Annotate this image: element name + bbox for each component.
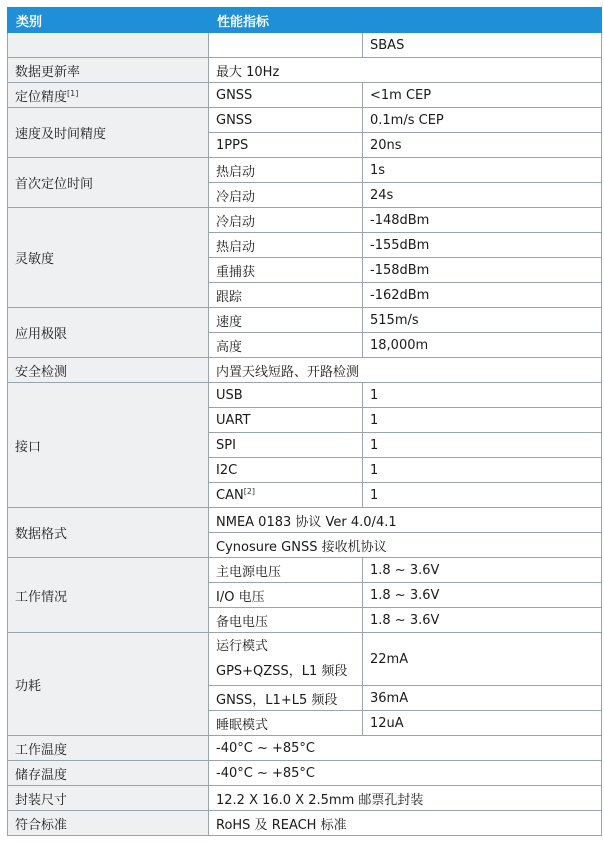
sub-label: GPS+QZSS，L1 频段: [216, 664, 348, 679]
value-cell: 1.8 ~ 3.6V: [363, 558, 602, 583]
category-cell: 工作温度: [8, 736, 209, 761]
value-cell: 515m/s: [363, 308, 602, 333]
value-cell: NMEA 0183 协议 Ver 4.0/4.1: [209, 508, 602, 533]
table-header: [8, 8, 602, 33]
table-row: [8, 736, 602, 761]
sub-label: 运行模式: [216, 639, 269, 654]
sub-cell: USB: [209, 383, 363, 408]
table-row: [8, 208, 602, 233]
sub-cell: 冷启动: [209, 183, 363, 208]
sub-cell: [209, 633, 363, 686]
table-row: [8, 508, 602, 533]
category-cell: 数据格式: [8, 508, 209, 558]
sub-cell: 跟踪: [209, 283, 363, 308]
sub-cell: SPI: [209, 433, 363, 458]
value-cell: 24s: [363, 183, 602, 208]
header-performance: 性能指标: [209, 8, 602, 33]
category-cell: 工作情况: [8, 558, 209, 633]
header-category: 类别: [8, 8, 209, 33]
value-cell: 最大 10Hz: [209, 58, 602, 83]
table-row: [8, 633, 602, 686]
sub-cell: 热启动: [209, 158, 363, 183]
category-cell: [8, 83, 209, 108]
value-cell: RoHS 及 REACH 标准: [209, 811, 602, 836]
category-cell: 符合标准: [8, 811, 209, 836]
table-row: [8, 158, 602, 183]
value-cell: 1: [363, 483, 602, 508]
category-cell: 灵敏度: [8, 208, 209, 308]
category-cell: 功耗: [8, 633, 209, 736]
value-cell: 36mA: [363, 686, 602, 711]
table-row: [8, 383, 602, 408]
sub-cell: 冷启动: [209, 208, 363, 233]
value-cell: -155dBm: [363, 233, 602, 258]
value-cell: 18,000m: [363, 333, 602, 358]
table-row: [8, 108, 602, 133]
category-cell: 应用极限: [8, 308, 209, 358]
category-cell: 安全检测: [8, 358, 209, 383]
footnote-ref: [1]: [67, 88, 79, 98]
value-cell: Cynosure GNSS 接收机协议: [209, 533, 602, 558]
value-cell: 1.8 ~ 3.6V: [363, 608, 602, 633]
sub-cell: 热启动: [209, 233, 363, 258]
value-cell: 1.8 ~ 3.6V: [363, 583, 602, 608]
category-cell: [8, 33, 209, 58]
category-cell: 速度及时间精度: [8, 108, 209, 158]
sub-cell: GNSS: [209, 83, 363, 108]
value-cell: -40°C ~ +85°C: [209, 761, 602, 786]
sub-cell: 高度: [209, 333, 363, 358]
sub-cell: I/O 电压: [209, 583, 363, 608]
sub-cell: GNSS: [209, 108, 363, 133]
value-cell: <1m CEP: [363, 83, 602, 108]
sub-cell: UART: [209, 408, 363, 433]
value-cell: 0.1m/s CEP: [363, 108, 602, 133]
sub-cell: 速度: [209, 308, 363, 333]
category-cell: 数据更新率: [8, 58, 209, 83]
table-row: [8, 33, 602, 58]
value-cell: 内置天线短路、开路检测: [209, 358, 602, 383]
sub-cell: I2C: [209, 458, 363, 483]
value-cell: 1s: [363, 158, 602, 183]
sub-cell: 主电源电压: [209, 558, 363, 583]
value-cell: 12uA: [363, 711, 602, 736]
value-cell: -148dBm: [363, 208, 602, 233]
footnote-ref: [2]: [243, 487, 256, 496]
category-cell: 接口: [8, 383, 209, 508]
spec-table: [7, 7, 602, 836]
value-cell: 1: [363, 458, 602, 483]
value-cell: -158dBm: [363, 258, 602, 283]
sub-cell: 重捕获: [209, 258, 363, 283]
sub-cell: 睡眠模式: [209, 711, 363, 736]
category-cell: 首次定位时间: [8, 158, 209, 208]
value-cell: 22mA: [363, 633, 602, 686]
sub-cell: [209, 33, 363, 58]
value-cell: 12.2 X 16.0 X 2.5mm 邮票孔封装: [209, 786, 602, 811]
table-row: [8, 358, 602, 383]
table-row: [8, 811, 602, 836]
sub-cell: GNSS，L1+L5 频段: [209, 686, 363, 711]
value-cell: 20ns: [363, 133, 602, 158]
table-row: [8, 786, 602, 811]
table-row: [8, 83, 602, 108]
table-row: [8, 558, 602, 583]
category-label: 定位精度: [15, 89, 68, 105]
value-cell: -162dBm: [363, 283, 602, 308]
value-cell: 1: [363, 383, 602, 408]
value-cell: SBAS: [363, 33, 602, 58]
category-cell: 储存温度: [8, 761, 209, 786]
sub-cell: 1PPS: [209, 133, 363, 158]
sub-cell: [209, 483, 363, 508]
value-cell: 1: [363, 408, 602, 433]
category-cell: 封装尺寸: [8, 786, 209, 811]
table-row: [8, 761, 602, 786]
value-cell: 1: [363, 433, 602, 458]
table-row: [8, 58, 602, 83]
value-cell: -40°C ~ +85°C: [209, 736, 602, 761]
table-row: [8, 308, 602, 333]
sub-label: CAN: [216, 488, 244, 503]
sub-cell: 备电电压: [209, 608, 363, 633]
